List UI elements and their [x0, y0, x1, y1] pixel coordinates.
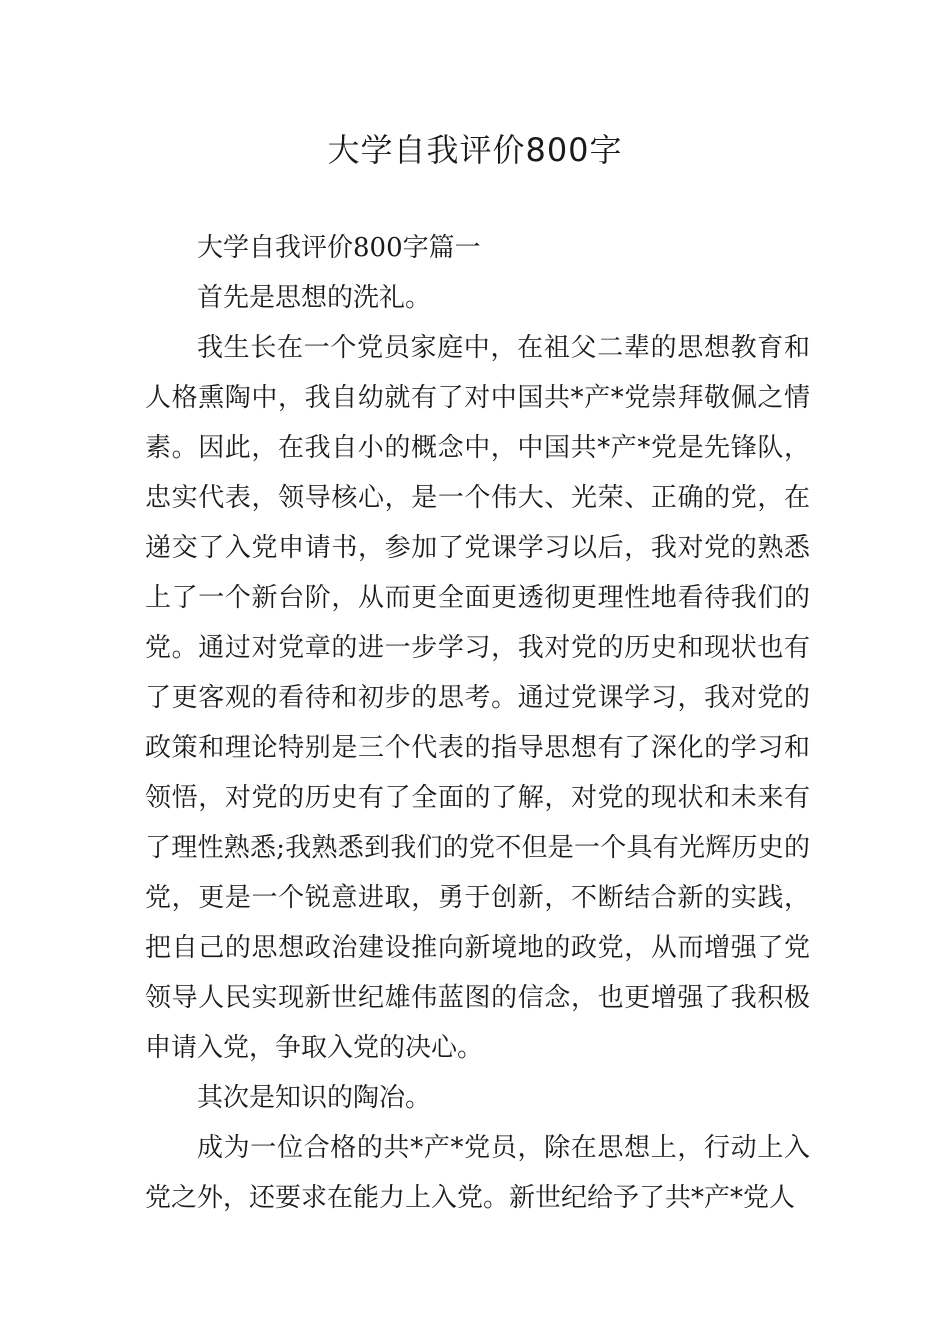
paragraph: 首先是思想的洗礼。 [197, 283, 432, 313]
paragraph: 其次是知识的陶冶。 [197, 1083, 432, 1113]
paragraph: 我生长在一个党员家庭中，在祖父二辈的思想教育和人格熏陶中，我自幼就有了对中国共*产*党崇拜敬佩之情素。因此，在我自小的概念中，中国共*产*党是先锋队，忠实代表，领导核心，是一个伟大、光荣、正确的党，在递交了入党申请书，参加了党课学习以后，我对党的熟悉上了一个新台阶，从而更全面更透彻更理性地看待我们的党。通过对党章的进一步学习，我对党的历史和现状也有了更客观的看待和初步的思考。通过党课学习，我对党的政策和理论特别是三个代表的指导思想有了深化的学习和领悟，对党的历史有了全面的了解，对党的现状和未来有了理性熟悉;我熟悉到我们的党不但是一个具有光辉历史的党，更是一个锐意进取，勇于创新，不断结合新的实践，把自己的思想政治建设推向新境地的政党，从而增强了党领导人民实现新世纪雄伟蓝图的信念，也更增强了我积极申请入党，争取入党的决心。 [145, 333, 810, 1063]
document-body [145, 223, 810, 1223]
section-heading: 大学自我评价800字篇一 [197, 233, 481, 263]
paragraph: 成为一位合格的共*产*党员，除在思想上，行动上入党之外，还要求在能力上入党。新世纪给予了共*产*党人 [145, 1133, 810, 1213]
document-title: 大学自我评价800字 [327, 131, 623, 169]
